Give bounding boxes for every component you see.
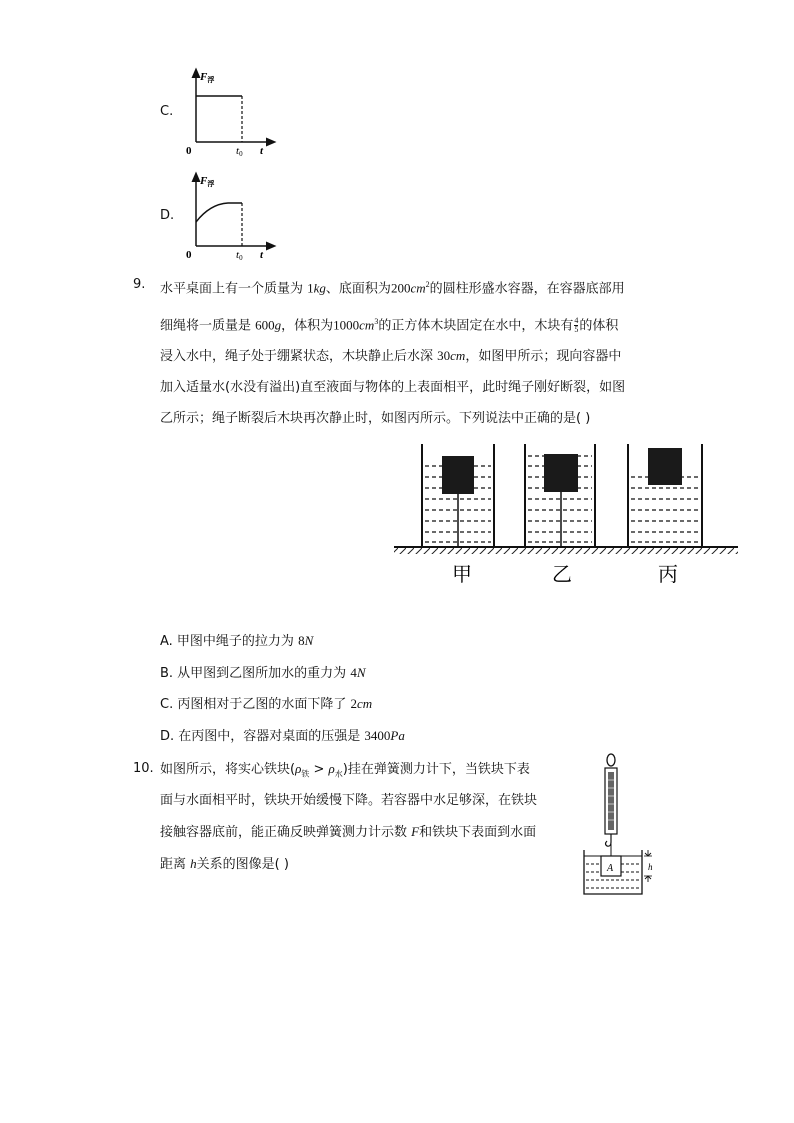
wood-block bbox=[442, 456, 474, 494]
y-axis-label: F bbox=[200, 71, 208, 83]
h-label: h bbox=[648, 862, 653, 872]
q9-depth-value: 30 bbox=[437, 348, 451, 363]
q10-number: 10. bbox=[133, 761, 154, 776]
q10-force-symbol: F bbox=[411, 824, 420, 839]
q10-l4-text2: 关系的图像是( ) bbox=[196, 857, 289, 872]
q9-line-3 bbox=[160, 347, 621, 366]
q9-area-exp: 2 bbox=[425, 280, 430, 289]
greater-than: > bbox=[309, 762, 329, 777]
q9-l1-text3: 的圆柱形盛水容器，在容器底部用 bbox=[429, 281, 625, 297]
q9-l2-text4: 的体积 bbox=[579, 318, 619, 334]
scale-track bbox=[608, 772, 614, 830]
t0-label: t bbox=[236, 249, 240, 261]
scale-ring bbox=[607, 754, 615, 766]
option-c-text: C. 丙图相对于乙图的水面下降了 bbox=[160, 697, 351, 712]
svg-text:t0 bbox=[236, 249, 243, 262]
q9-volume-unit: cm bbox=[359, 317, 375, 333]
q9-option-a[interactable] bbox=[160, 632, 313, 651]
origin-label: 0 bbox=[186, 145, 192, 157]
q9-line-5: 乙所示；绳子断裂后木块再次静止时，如图丙所示。下列说法中正确的是( ) bbox=[160, 411, 591, 426]
option-c-unit: cm bbox=[356, 696, 373, 711]
option-b-text: B. 从甲图到乙图所加水的重力为 bbox=[160, 666, 351, 681]
rho-iron-sub: 铁 bbox=[301, 769, 310, 779]
q9-fraction bbox=[574, 317, 578, 334]
option-b-value: 4 bbox=[350, 665, 357, 680]
container-yi bbox=[525, 444, 595, 546]
q9-option-d[interactable] bbox=[160, 727, 405, 746]
q9-figure bbox=[390, 436, 740, 596]
graph-c bbox=[178, 66, 278, 160]
wood-block bbox=[648, 448, 682, 485]
option-d-text: D. 在丙图中，容器对桌面的压强是 bbox=[160, 729, 365, 744]
q9-l2-text: 细绳将一质量是 bbox=[160, 318, 256, 334]
label-jia: 甲 bbox=[452, 564, 472, 586]
y-axis-sub: 浮 bbox=[207, 76, 215, 84]
q10-h-symbol: h bbox=[190, 856, 197, 871]
container-jia bbox=[422, 444, 494, 546]
wood-block bbox=[544, 454, 578, 492]
q9-mass-value: 1 bbox=[307, 280, 314, 296]
q9-wood-mass-unit: g bbox=[274, 317, 282, 333]
q9-area-unit: cm bbox=[410, 280, 426, 296]
q9-volume-value: 1000 bbox=[333, 317, 360, 333]
q9-l1-text: 水平桌面上有一个质量为 bbox=[160, 281, 308, 297]
origin-label: 0 bbox=[186, 249, 192, 261]
q10-l4-text: 距离 bbox=[160, 857, 191, 872]
q9-number: 9. bbox=[133, 277, 146, 292]
svg-text:F浮 bbox=[199, 175, 214, 188]
option-d-unit: Pa bbox=[390, 728, 405, 743]
rho-water: ρ bbox=[328, 761, 335, 776]
q9-area-value: 200 bbox=[390, 280, 411, 296]
y-axis-label: F bbox=[200, 175, 208, 187]
q9-l2-text2: ，体积为 bbox=[281, 318, 334, 334]
q9-mass-unit: kg bbox=[313, 280, 326, 296]
q9-l2-text3: 的正方体木块固定在水中，木块有 bbox=[378, 318, 574, 334]
t0-sub: 0 bbox=[239, 254, 243, 262]
svg-text:t0 bbox=[236, 145, 243, 158]
option-a-text: A. 甲图中绳子的拉力为 bbox=[160, 634, 299, 649]
buoyancy-curve bbox=[196, 203, 242, 222]
option-c-label: C. bbox=[160, 104, 174, 119]
q10-line-4 bbox=[160, 855, 289, 874]
t0-sub: 0 bbox=[239, 150, 243, 158]
q10-line-1 bbox=[160, 760, 530, 784]
fraction-numerator: 4 bbox=[574, 316, 579, 326]
option-d-label: D. bbox=[160, 208, 175, 223]
q10-line-3 bbox=[160, 823, 536, 842]
container-bing bbox=[628, 444, 702, 546]
t0-label: t bbox=[236, 145, 240, 157]
q10-line-2: 面与水面相平时，铁块开始缓慢下降。若容器中水足够深，在铁块 bbox=[160, 793, 538, 808]
iron-block-label: A bbox=[607, 863, 614, 874]
q10-l3-text: 接触容器底前，能正确反映弹簧测力计示数 bbox=[160, 825, 412, 840]
graph-d bbox=[178, 170, 278, 264]
option-b-unit: N bbox=[356, 665, 366, 680]
svg-text:F浮 bbox=[199, 71, 214, 84]
q9-wood-mass-value: 600 bbox=[255, 317, 275, 333]
q9-depth-unit: cm bbox=[450, 348, 466, 363]
q9-volume-exp: 3 bbox=[374, 317, 379, 326]
label-yi: 乙 bbox=[552, 564, 572, 586]
scale-hook bbox=[606, 834, 612, 846]
table-hatch bbox=[394, 548, 738, 554]
q9-l3-text2: ，如图甲所示；现向容器中 bbox=[465, 349, 622, 364]
rho-water-sub: 水 bbox=[334, 769, 343, 779]
option-c-value: 2 bbox=[350, 696, 357, 711]
q9-line-2 bbox=[160, 313, 618, 335]
q10-l3-text2: 和铁块下表面到水面 bbox=[419, 825, 537, 840]
q10-l1-text2: )挂在弹簧测力计下，当铁块下表 bbox=[342, 762, 530, 777]
x-axis-label: t bbox=[260, 249, 264, 261]
q9-line-4: 加入适量水(水没有溢出)直至液面与物体的上表面相平，此时绳子刚好断裂，如图 bbox=[160, 380, 626, 395]
fraction-denominator: 5 bbox=[574, 325, 579, 335]
option-d-value: 3400 bbox=[364, 728, 391, 743]
label-bing: 丙 bbox=[658, 564, 678, 586]
q9-l3-text: 浸入水中，绳子处于绷紧状态，木块静止后水深 bbox=[160, 349, 438, 364]
x-axis-label: t bbox=[260, 145, 264, 157]
rho-iron: ρ bbox=[295, 761, 302, 776]
q10-l1-text: 如图所示，将实心铁块( bbox=[160, 762, 296, 777]
q9-option-b[interactable] bbox=[160, 664, 366, 683]
y-axis-sub: 浮 bbox=[207, 180, 215, 188]
q9-l1-text2: 、底面积为 bbox=[325, 281, 391, 297]
q9-option-c[interactable] bbox=[160, 695, 372, 714]
option-a-unit: N bbox=[304, 633, 314, 648]
q10-figure bbox=[576, 752, 660, 902]
option-a-value: 8 bbox=[298, 633, 305, 648]
q9-line-1 bbox=[160, 276, 625, 298]
